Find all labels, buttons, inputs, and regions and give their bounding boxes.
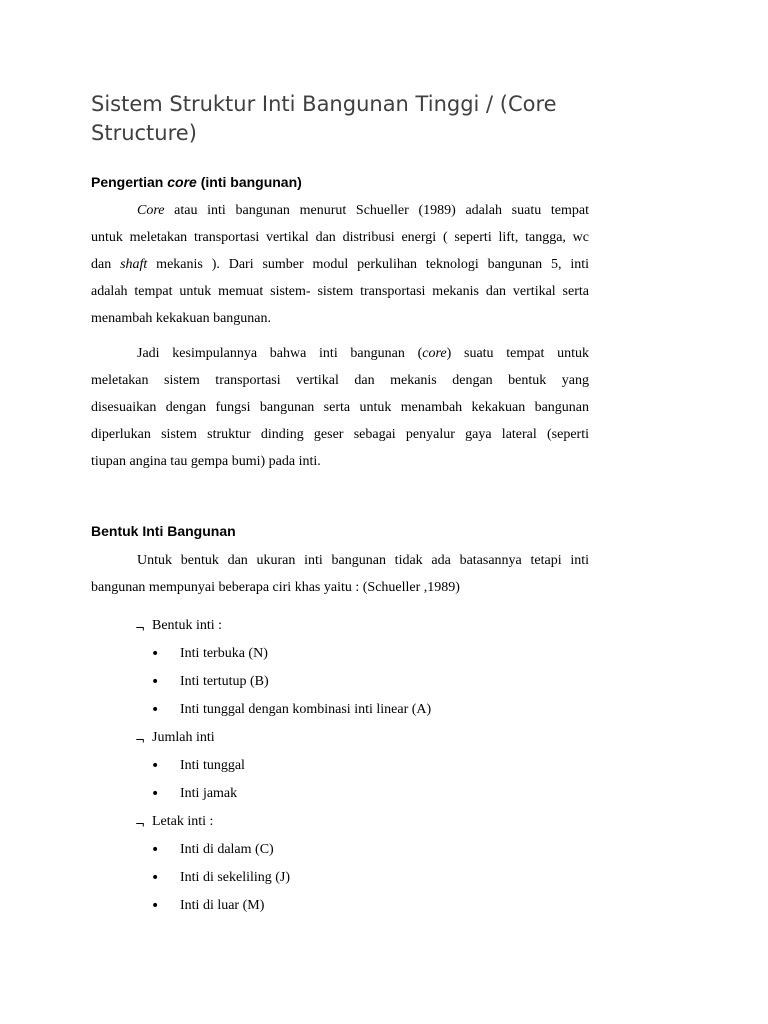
section-heading-pengertian bbox=[91, 174, 302, 190]
list-item bbox=[91, 752, 431, 780]
core-characteristics-list bbox=[91, 612, 431, 920]
document-page bbox=[91, 90, 589, 914]
list-group-text: Jumlah inti bbox=[152, 730, 215, 745]
list-group-text: Bentuk inti : bbox=[152, 618, 222, 633]
section-heading-bentuk: Bentuk Inti Bangunan bbox=[91, 523, 236, 539]
list-item bbox=[91, 864, 431, 892]
list-item bbox=[91, 780, 431, 808]
line-text: atau inti bangunan menurut Schueller (1989) adalah suatu tempat bbox=[164, 203, 589, 218]
not-sign-bullet-icon: ¬ bbox=[135, 733, 146, 747]
paragraph-line: diperlukan sistem struktur dinding geser sebagai penyalur gaya lateral (seperti bbox=[91, 427, 589, 442]
list-item-text: Inti di dalam (C) bbox=[180, 842, 274, 857]
line-text: ) suatu tempat untuk bbox=[446, 346, 589, 361]
list-item-text: Inti tertutup (B) bbox=[180, 674, 269, 689]
page-title: Sistem Struktur Inti Bangunan Tinggi / (Core Structure) bbox=[91, 92, 557, 145]
bullet-icon: • bbox=[151, 674, 160, 690]
paragraph-line: untuk meletakan transportasi vertikal dan distribusi energi ( seperti lift, tangga, wc bbox=[91, 230, 589, 245]
paragraph-line bbox=[91, 197, 589, 224]
heading-text: (inti bangunan) bbox=[196, 174, 302, 190]
paragraph-line: tiupan angina tau gempa bumi) pada inti. bbox=[91, 454, 321, 469]
heading-emphasis: core bbox=[167, 174, 197, 190]
paragraph-line: disesuaikan dengan fungsi bangunan serta untuk menambah kekakuan bangunan bbox=[91, 400, 589, 415]
not-sign-bullet-icon: ¬ bbox=[135, 621, 146, 635]
list-group-label bbox=[91, 612, 431, 640]
emphasis-text: shaft bbox=[120, 257, 148, 272]
list-item-text: Inti jamak bbox=[180, 786, 238, 801]
list-item bbox=[91, 836, 431, 864]
not-sign-bullet-icon: ¬ bbox=[135, 817, 146, 831]
line-text: mekanis ). Dari sumber modul perkulihan teknologi bangunan 5, inti bbox=[147, 257, 589, 272]
list-item-text: Inti terbuka (N) bbox=[180, 646, 268, 661]
paragraph-line: Untuk bentuk dan ukuran inti bangunan tidak ada batasannya tetapi inti bbox=[137, 553, 589, 568]
paragraph-bentuk bbox=[91, 547, 589, 601]
list-group-label bbox=[91, 808, 431, 836]
list-item bbox=[91, 668, 431, 696]
emphasis-text: Core bbox=[137, 203, 165, 218]
list-item-text: Inti tunggal dengan kombinasi inti linear (A) bbox=[180, 702, 432, 717]
paragraph-line: meletakan sistem transportasi vertikal dan mekanis dengan bentuk yang bbox=[91, 373, 589, 388]
list-group-text: Letak inti : bbox=[152, 814, 214, 829]
paragraph-line: adalah tempat untuk memuat sistem- sistem transportasi mekanis dan vertikal serta bbox=[91, 284, 589, 299]
paragraph-line: menambah kekakuan bangunan. bbox=[91, 311, 271, 326]
list-group-label bbox=[91, 724, 431, 752]
paragraph-line: bangunan mempunyai beberapa ciri khas yaitu : (Schueller ,1989) bbox=[91, 580, 460, 595]
bullet-icon: • bbox=[151, 870, 160, 886]
paragraph-definition bbox=[91, 197, 589, 332]
bullet-icon: • bbox=[151, 786, 160, 802]
heading-text: Pengertian bbox=[91, 174, 168, 190]
list-item bbox=[91, 696, 431, 724]
bullet-icon: • bbox=[151, 646, 160, 662]
bullet-icon: • bbox=[151, 702, 160, 718]
paragraph-conclusion bbox=[91, 340, 589, 475]
list-item-text: Inti di sekeliling (J) bbox=[180, 870, 291, 885]
list-item-text: Inti di luar (M) bbox=[180, 898, 265, 913]
bullet-icon: • bbox=[151, 842, 160, 858]
emphasis-text: core bbox=[422, 346, 447, 361]
bullet-icon: • bbox=[151, 898, 160, 914]
list-item-text: Inti tunggal bbox=[180, 758, 245, 773]
paragraph-line bbox=[91, 340, 589, 367]
line-text: dan bbox=[91, 257, 121, 272]
bullet-icon: • bbox=[151, 758, 160, 774]
list-item bbox=[91, 640, 431, 668]
line-text: Jadi kesimpulannya bahwa inti bangunan ( bbox=[137, 346, 423, 361]
paragraph-line bbox=[91, 251, 589, 278]
list-item bbox=[91, 892, 431, 920]
